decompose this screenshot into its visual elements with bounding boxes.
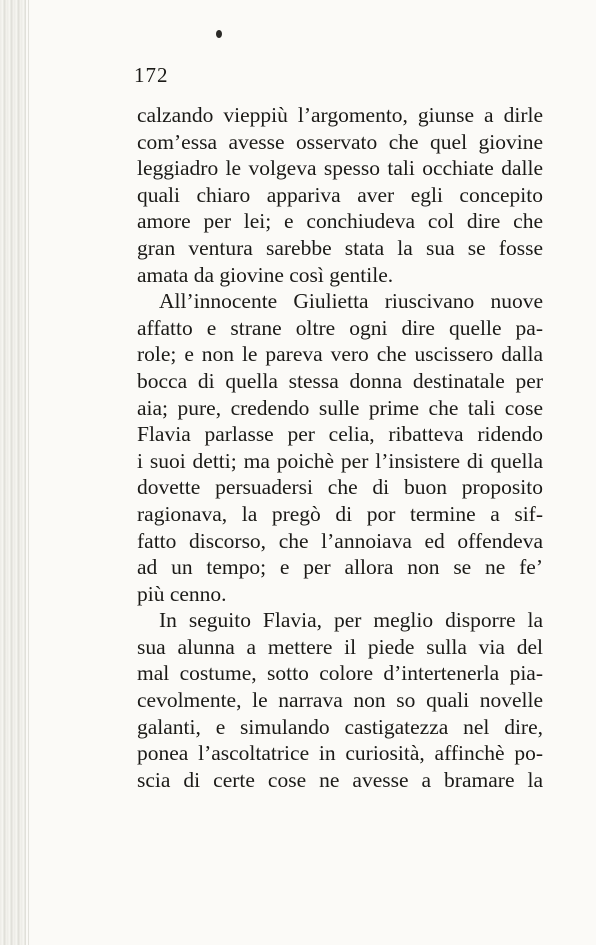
text-line: ponea l’ascoltatrice in curiosità, affinchè po- (137, 741, 543, 766)
text-line: più cenno. (137, 581, 227, 606)
page-number: 172 (134, 63, 169, 87)
text-line: All’innocente Giulietta riuscivano nuove (159, 289, 543, 314)
text-line: leggiadro le volgeva spesso tali occhiate dalle (137, 156, 543, 181)
text-line: fatto discorso, che l’annoiava ed offendeva (137, 528, 543, 553)
text-line: galanti, e simulando castigatezza nel dire, (137, 714, 543, 739)
text-line: ragionava, la pregò di por termine a sif- (137, 501, 543, 526)
text-line: bocca di quella stessa donna destinatale per (137, 368, 543, 393)
text-line: role; e non le pareva vero che uscissero dalla (137, 342, 543, 367)
text-line: com’essa avesse osservato che quel giovine (137, 129, 543, 154)
text-line: ad un tempo; e per allora non se ne fe’ (137, 555, 543, 580)
gutter-edge (28, 0, 29, 945)
body-text (137, 102, 543, 793)
binding-gutter (0, 0, 26, 945)
text-line: sua alunna a mettere il piede sulla via del (137, 634, 543, 659)
text-line: cevolmente, le narrava non so quali novelle (137, 688, 543, 713)
text-line: mal costume, sotto colore d’intertenerla pia- (137, 661, 543, 686)
text-line: Flavia parlasse per celia, ribatteva ridendo (137, 422, 543, 447)
text-line: In seguito Flavia, per meglio disporre la (159, 608, 543, 633)
ink-dot (216, 30, 222, 38)
text-line: affatto e strane oltre ogni dire quelle pa- (137, 315, 543, 340)
text-line: gran ventura sarebbe stata la sua se fosse (137, 235, 543, 260)
text-line: aia; pure, credendo sulle prime che tali cose (137, 395, 543, 420)
text-line: amore per lei; e conchiudeva col dire che (137, 209, 543, 234)
text-line: i suoi detti; ma poichè per l’insistere di quella (137, 448, 543, 473)
text-line: amata da giovine così gentile. (137, 262, 394, 287)
text-line: calzando vieppiù l’argomento, giunse a dirle (137, 103, 543, 127)
text-line: dovette persuadersi che di buon proposito (137, 475, 543, 500)
text-line: quali chiaro appariva aver egli concepito (137, 182, 543, 207)
text-line: scia di certe cose ne avesse a bramare la (137, 767, 543, 792)
